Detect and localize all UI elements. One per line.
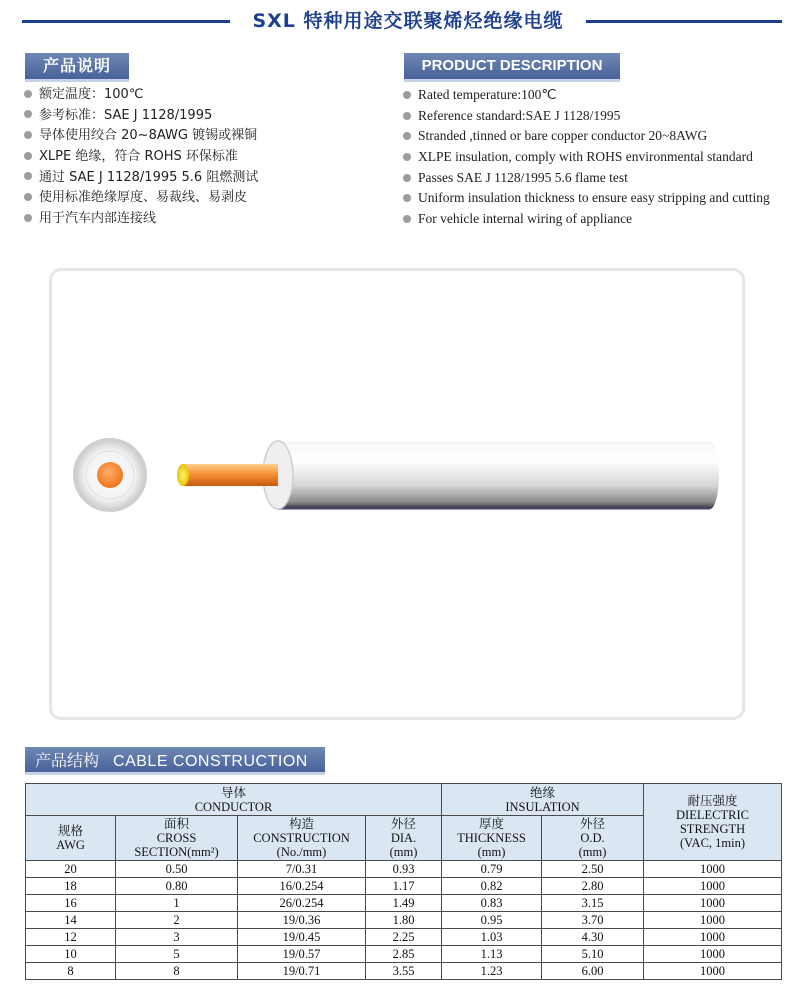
header-dielectric: 耐压强度 DIELECTRIC STRENGTH (VAC, 1min) [644, 784, 782, 861]
list-item: Stranded ,tinned or bare copper conductor 20~8AWG [403, 126, 770, 147]
feature-list-cn [24, 85, 258, 230]
cable-illustration [49, 268, 745, 720]
list-item: 用于汽车内部连接线 [24, 209, 258, 230]
table-row: 10 5 19/0.57 2.85 1.13 5.10 1000 [26, 946, 782, 963]
cable-sheath [278, 441, 719, 509]
bullet-icon [403, 194, 411, 202]
bullet-icon [403, 132, 411, 140]
header-od: 外径 O.D. (mm) [542, 816, 644, 861]
bullet-icon [403, 215, 411, 223]
list-item: XLPE 绝缘，符合 ROHS 环保标准 [24, 147, 258, 168]
header-conductor: 导体 CONDUCTOR [26, 784, 442, 816]
list-item: Rated temperature:100℃ [403, 85, 770, 106]
bullet-icon [24, 152, 32, 160]
header-rule-right [586, 20, 782, 23]
bullet-icon [24, 172, 32, 180]
header-cross-section: 面积 CROSS SECTION(mm²) [116, 816, 238, 861]
bullet-icon [403, 112, 411, 120]
list-item: 导体使用绞合 20~8AWG 镀锡或裸铜 [24, 126, 258, 147]
bullet-icon [403, 174, 411, 182]
list-item: Uniform insulation thickness to ensure easy stripping and cutting [403, 188, 770, 209]
header-insulation: 绝缘 INSULATION [442, 784, 644, 816]
description-tag-en: PRODUCT DESCRIPTION [404, 53, 620, 82]
bullet-icon [24, 131, 32, 139]
construction-tag: 产品结构 CABLE CONSTRUCTION [25, 747, 325, 775]
header-rule-left [22, 20, 230, 23]
bullet-icon [24, 90, 32, 98]
cable-svg [52, 271, 742, 717]
table-body [26, 861, 782, 980]
list-item: XLPE insulation, comply with ROHS environmental standard [403, 147, 770, 168]
exposed-conductor [183, 464, 278, 486]
description-tag-cn: 产品说明 [25, 53, 129, 82]
page-title: SXL 特种用途交联聚烯烃绝缘电缆 [252, 10, 564, 32]
header-thickness: 厚度 THICKNESS (mm) [442, 816, 542, 861]
list-item: 参考标准：SAE J 1128/1995 [24, 106, 258, 127]
bullet-icon [403, 153, 411, 161]
table-row: 8 8 19/0.71 3.55 1.23 6.00 1000 [26, 963, 782, 980]
list-item: Passes SAE J 1128/1995 5.6 flame test [403, 168, 770, 189]
bullet-icon [24, 193, 32, 201]
bullet-icon [24, 110, 32, 118]
table-row: 20 0.50 7/0.31 0.93 0.79 2.50 1000 [26, 861, 782, 878]
list-item: 额定温度：100℃ [24, 85, 258, 106]
table-row: 12 3 19/0.45 2.25 1.03 4.30 1000 [26, 929, 782, 946]
construction-table [25, 783, 782, 980]
header-construction: 构造 CONSTRUCTION (No./mm) [238, 816, 366, 861]
list-item: For vehicle internal wiring of appliance [403, 209, 770, 230]
table-row: 16 1 26/0.254 1.49 0.83 3.15 1000 [26, 895, 782, 912]
cross-section-conductor [97, 462, 123, 488]
list-item: 使用标准绝缘厚度、易裁线、易剥皮 [24, 188, 258, 209]
feature-list-en [403, 85, 770, 230]
list-item: 通过 SAE J 1128/1995 5.6 阻燃测试 [24, 168, 258, 189]
table-row: 18 0.80 16/0.254 1.17 0.82 2.80 1000 [26, 878, 782, 895]
bullet-icon [403, 91, 411, 99]
header-awg: 规格 AWG [26, 816, 116, 861]
page-header [0, 4, 800, 34]
table-row: 14 2 19/0.36 1.80 0.95 3.70 1000 [26, 912, 782, 929]
header-conductor-dia: 外径 DIA. (mm) [366, 816, 442, 861]
bullet-icon [24, 214, 32, 222]
list-item: Reference standard:SAE J 1128/1995 [403, 106, 770, 127]
conductor-tip [177, 464, 189, 486]
